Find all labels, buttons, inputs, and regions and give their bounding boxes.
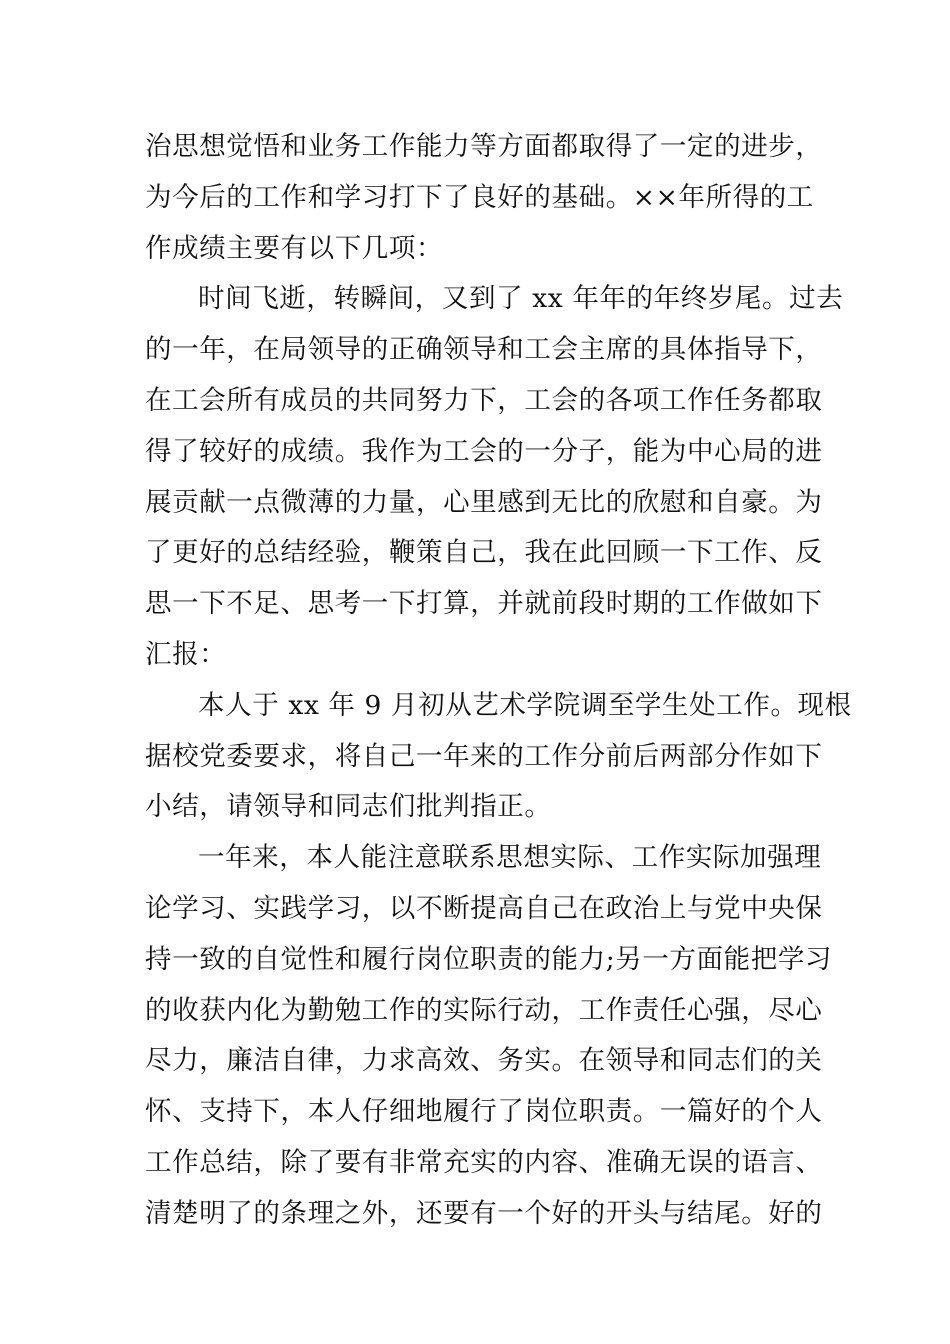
text-line: 展贡献一点微薄的力量，心里感到无比的欣慰和自豪。为 <box>145 486 823 518</box>
text-line: 工作总结，除了要有非常充实的内容、准确无误的语言、 <box>145 1146 823 1178</box>
text-line: 小结，请领导和同志们批判指正。 <box>145 791 552 823</box>
text-line: 治思想觉悟和业务工作能力等方面都取得了一定的进步， <box>145 131 823 162</box>
paragraph-first-line: 一年来，本人能注意联系思想实际、工作实际加强理 <box>198 842 822 874</box>
paragraph-first-line: 时间飞逝，转瞬间，又到了 xx 年年的年终岁尾。过去 <box>198 283 844 315</box>
text-line: 持一致的自觉性和履行岗位职责的能力;另一方面能把学习 <box>145 943 833 975</box>
text-line: 为今后的工作和学习打下了良好的基础。××年所得的工 <box>145 181 814 213</box>
text-line: 的一年，在局领导的正确领导和工会主席的具体指导下， <box>145 334 823 366</box>
text-line: 得了较好的成绩。我作为工会的一分子，能为中心局的进 <box>145 435 823 467</box>
text-line: 了更好的总结经验，鞭策自己，我在此回顾一下工作、反 <box>145 537 823 569</box>
text-line: 作成绩主要有以下几项： <box>145 232 444 264</box>
text-line: 据校党委要求，将自己一年来的工作分前后两部分作如下 <box>145 740 823 772</box>
text-line: 怀、支持下，本人仔细地履行了岗位职责。一篇好的个人 <box>145 1096 823 1128</box>
document-page <box>145 122 852 1240</box>
text-line: 思一下不足、思考一下打算，并就前段时期的工作做如下 <box>145 588 823 620</box>
text-line: 尽力，廉洁自律，力求高效、务实。在领导和同志们的关 <box>145 1045 823 1077</box>
text-line: 的收获内化为勤勉工作的实际行动，工作责任心强，尽心 <box>145 994 823 1026</box>
text-line: 清楚明了的条理之外，还要有一个好的开头与结尾。好的 <box>145 1197 823 1229</box>
text-line: 在工会所有成员的共同努力下，工会的各项工作任务都取 <box>145 384 823 416</box>
text-line: 论学习、实践学习，以不断提高自己在政治上与党中央保 <box>145 892 823 924</box>
text-line: 汇报： <box>145 638 227 670</box>
paragraph-first-line: 本人于 xx 年 9 月初从艺术学院调至学生处工作。现根 <box>198 689 852 721</box>
